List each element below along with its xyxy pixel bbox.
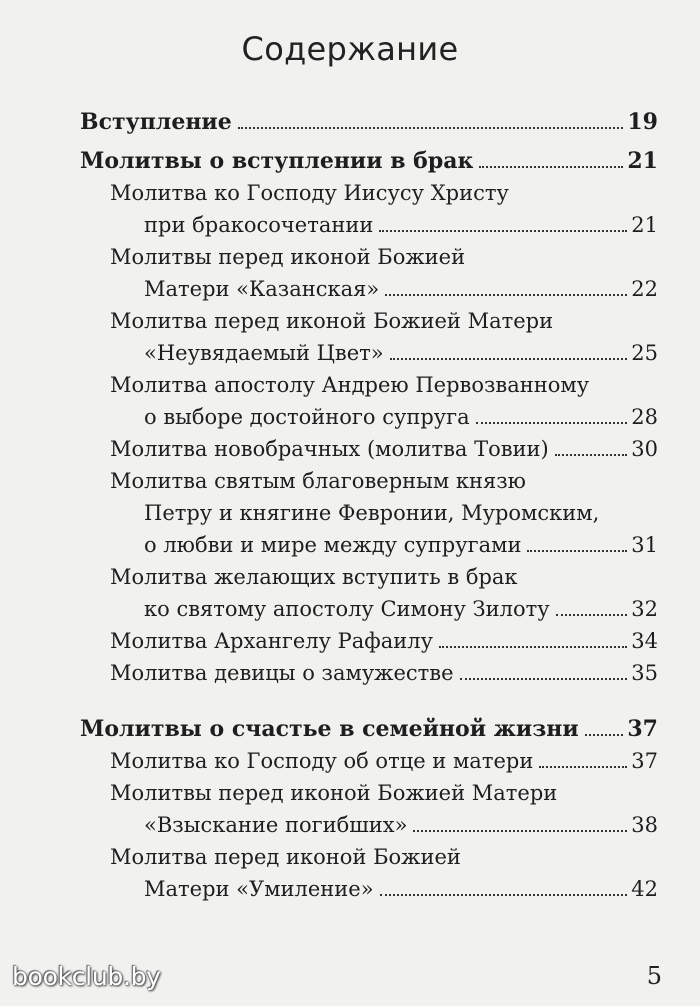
dot-leader bbox=[380, 894, 628, 896]
toc-entry-title-cont: о выборе достойного супруга bbox=[144, 405, 470, 429]
toc-page-number: 19 bbox=[627, 109, 658, 135]
dot-leader bbox=[476, 422, 628, 424]
toc-entry bbox=[80, 873, 658, 905]
toc-entry-title-cont: при бракосочетании bbox=[144, 213, 374, 237]
toc-entry-title-cont: ко святому апостолу Симону Зилоту bbox=[144, 597, 550, 621]
toc-entry bbox=[80, 145, 658, 177]
toc-page-number: 21 bbox=[631, 213, 658, 237]
toc-entry-title-cont: Матери «Казанская» bbox=[144, 277, 380, 301]
toc-entry bbox=[80, 625, 658, 657]
toc-page-number: 22 bbox=[631, 277, 658, 301]
watermark-logo: bookclub.by bbox=[12, 962, 161, 991]
toc-page-number: 32 bbox=[631, 597, 658, 621]
toc-entry-title: Молитва перед иконой Божией bbox=[110, 845, 461, 869]
toc-entry-title-cont: Матери «Умиление» bbox=[144, 877, 374, 901]
toc-entry-title: Молитвы перед иконой Божией bbox=[110, 245, 466, 269]
dot-leader bbox=[539, 766, 627, 768]
toc-entry bbox=[80, 433, 658, 465]
toc-entry-title: Молитва святым благоверным князю bbox=[110, 469, 526, 493]
toc-entry-title-cont: Петру и княгине Февронии, Муромским, bbox=[144, 501, 600, 525]
toc-page-number: 38 bbox=[631, 813, 658, 837]
toc-entry bbox=[80, 273, 658, 305]
toc-entry bbox=[80, 529, 658, 561]
toc-entry-title: Молитва желающих вступить в брак bbox=[110, 565, 518, 589]
toc-entry-title: Молитва Архангелу Рафаилу bbox=[110, 629, 433, 653]
toc-entry-title: Молитвы о счастье в семейной жизни bbox=[80, 716, 579, 742]
dot-leader bbox=[238, 127, 624, 129]
toc-page-number: 25 bbox=[631, 341, 658, 365]
dot-leader bbox=[556, 614, 628, 616]
dot-leader bbox=[527, 550, 627, 552]
toc-entry-title: Молитва апостолу Андрею Первозванному bbox=[110, 373, 590, 397]
toc-entry bbox=[80, 209, 658, 241]
page-title: Содержание bbox=[241, 30, 459, 68]
toc-entry bbox=[80, 657, 658, 689]
dot-leader bbox=[479, 166, 623, 168]
dot-leader bbox=[413, 830, 627, 832]
toc-entry-title: Молитва перед иконой Божией Матери bbox=[110, 309, 554, 333]
toc-entry bbox=[80, 713, 658, 745]
dot-leader bbox=[390, 358, 628, 360]
toc-entry-title: Молитвы о вступлении в брак bbox=[80, 148, 474, 174]
dot-leader bbox=[439, 646, 627, 648]
toc-entry-title-cont: «Неувядаемый Цвет» bbox=[144, 341, 384, 365]
dot-leader bbox=[379, 230, 627, 232]
dot-leader bbox=[555, 454, 628, 456]
table-of-contents bbox=[80, 106, 658, 905]
toc-entry-title: Молитва ко Господу Иисусу Христу bbox=[110, 181, 509, 205]
page-number: 5 bbox=[646, 962, 662, 990]
toc-page-number: 42 bbox=[631, 877, 658, 901]
toc-entry bbox=[80, 593, 658, 625]
dot-leader bbox=[385, 294, 627, 296]
toc-entry-title-cont: о любви и мире между супругами bbox=[144, 533, 522, 557]
toc-page-number: 30 bbox=[631, 437, 658, 461]
toc-page-number: 28 bbox=[631, 405, 658, 429]
toc-page-number: 21 bbox=[627, 148, 658, 174]
dot-leader bbox=[460, 678, 628, 680]
toc-entry-title: Вступление bbox=[80, 109, 232, 135]
toc-entry bbox=[80, 106, 658, 138]
toc-page-number: 31 bbox=[631, 533, 658, 557]
toc-entry-title: Молитва ко Господу об отце и матери bbox=[110, 749, 534, 773]
toc-page-number: 37 bbox=[627, 716, 658, 742]
toc-entry-title: Молитва новобрачных (молитва Товии) bbox=[110, 437, 549, 461]
toc-page-number: 35 bbox=[631, 661, 658, 685]
toc-entry bbox=[80, 745, 658, 777]
toc-page-number: 37 bbox=[631, 749, 658, 773]
dot-leader bbox=[585, 734, 624, 736]
toc-entry bbox=[80, 401, 658, 433]
toc-page-number: 34 bbox=[631, 629, 658, 653]
toc-entry-title: Молитвы перед иконой Божией Матери bbox=[110, 781, 558, 805]
toc-entry bbox=[80, 337, 658, 369]
toc-entry-title-cont: «Взыскание погибших» bbox=[144, 813, 408, 837]
toc-entry bbox=[80, 809, 658, 841]
toc-entry-title: Молитва девицы о замужестве bbox=[110, 661, 454, 685]
